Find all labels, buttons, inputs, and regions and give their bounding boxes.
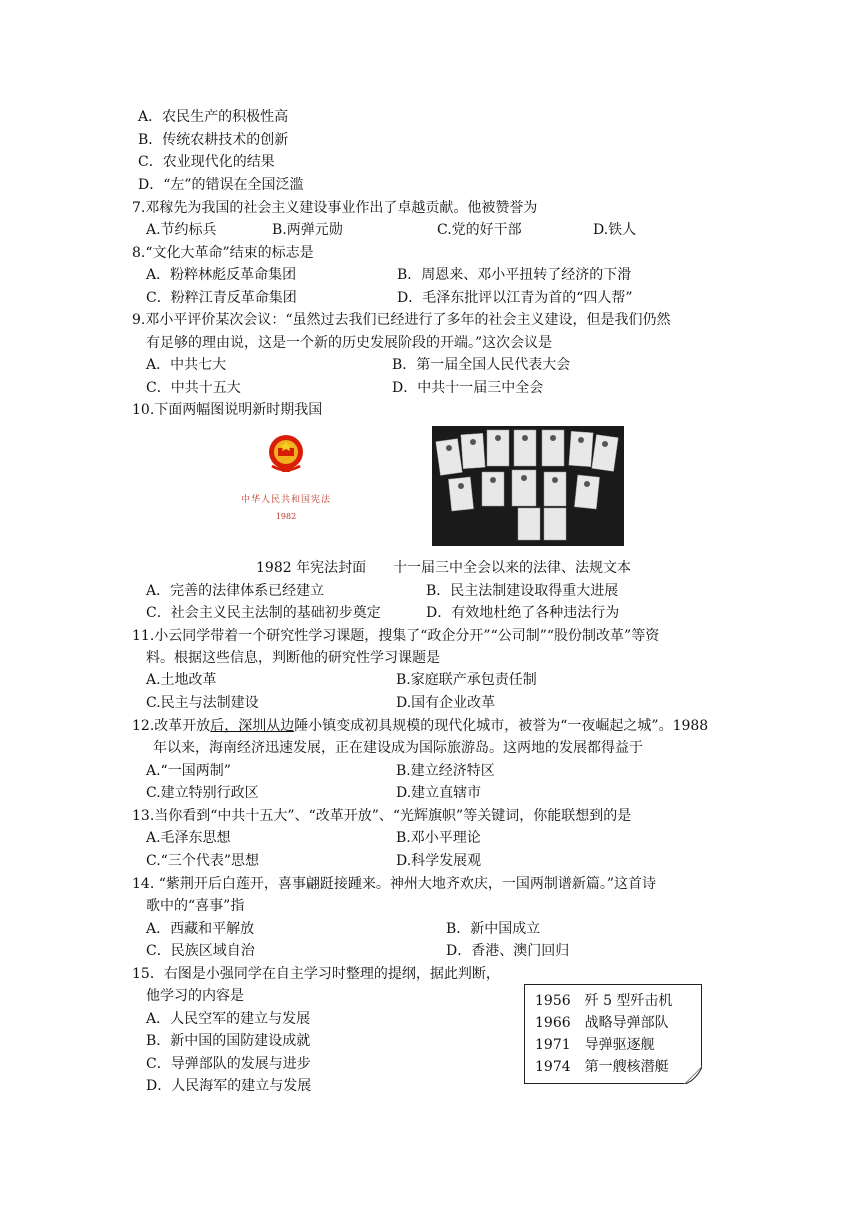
q8-option-b: B．周恩来、邓小平扭转了经济的下滑 [397, 267, 632, 283]
outline-row: 1966 战略导弹部队 [535, 1015, 669, 1031]
q15-stem-line2: 他学习的内容是 [146, 988, 244, 1004]
q6-option-b: B．传统农耕技术的创新 [138, 132, 289, 148]
q15-option-c: C．导弹部队的发展与进步 [146, 1056, 311, 1072]
q15-option-a: A．人民空军的建立与发展 [146, 1011, 311, 1027]
q10-option-b: B．民主法制建设取得重大进展 [426, 583, 619, 599]
q10-option-a: A．完善的法律体系已经建立 [146, 583, 325, 599]
q13-option-a: A.毛泽东思想 [146, 830, 231, 846]
q11-option-a: A.土地改革 [146, 672, 217, 688]
q14-stem-line2: 歌中的“喜事”指 [146, 898, 245, 914]
page-curl-icon [684, 1066, 702, 1084]
q8-option-c: C．粉粹江青反革命集团 [146, 290, 297, 306]
q7-option-c: C.党的好干部 [437, 222, 522, 238]
q11-stem-line2: 料。根据这些信息，判断他的研究性学习课题是 [146, 650, 440, 666]
q10-stem: 10.下面两幅图说明新时期我国 [132, 402, 323, 418]
q10-option-c: C．社会主义民主法制的基础初步奠定 [146, 605, 381, 621]
q9-option-a: A．中共七大 [146, 357, 227, 373]
q9-stem-line1: 9.邓小平评价某次会议：“虽然过去我们已经进行了多年的社会主义建设，但是我们仍然 [132, 312, 671, 328]
q8-stem: 8.“文化大革命”结束的标志是 [132, 245, 314, 261]
q12-stem-pre: 12.改革开放 [132, 718, 211, 734]
q12-option-c: C.建立特别行政区 [146, 785, 259, 801]
q14-option-d: D．香港、澳门回归 [446, 943, 570, 959]
q11-option-b: B.家庭联产承包责任制 [396, 672, 537, 688]
q6-option-d: D．“左”的错误在全国泛滥 [138, 177, 304, 193]
q8-option-a: A．粉粹林彪反革命集团 [146, 267, 297, 283]
outline-row: 1956 歼 5 型歼击机 [535, 993, 673, 1009]
q7-option-d: D.铁人 [593, 222, 637, 238]
study-outline-box [524, 984, 702, 1084]
cover-year: 1982 [275, 512, 297, 521]
q14-option-a: A．西藏和平解放 [146, 921, 255, 937]
q9-option-d: D．中共十一届三中全会 [392, 380, 544, 396]
q12-stem-line2: 年以来，海南经济迅速发展，正在建设成为国际旅游岛。这两地的发展都得益于 [153, 740, 643, 756]
q12-stem-line1 [132, 716, 708, 736]
q14-option-c: C．民族区域自治 [146, 943, 255, 959]
q6-option-a: A．农民生产的积极性高 [138, 109, 289, 125]
q14-stem-line1: 14. “紫荆开后白莲开，喜事翩跹接踵来。神州大地齐欢庆，一国两制谱新篇。”这首诗 [132, 876, 657, 892]
q7-option-b: B.两弹元勋 [272, 222, 343, 238]
q11-option-c: C.民主与法制建设 [146, 695, 259, 711]
q9-option-c: C．中共十五大 [146, 380, 241, 396]
q14-option-b: B．新中国成立 [446, 921, 541, 937]
q12-stem-underlined: 后，深圳从边 [210, 718, 295, 734]
q15-option-d: D．人民海军的建立与发展 [146, 1078, 312, 1094]
q13-option-d: D.科学发展观 [396, 853, 482, 869]
q10-caption-right: 十一届三中全会以来的法律、法规文本 [393, 560, 631, 576]
q11-stem-line1: 11.小云同学带着一个研究性学习课题，搜集了“政企分开”“公司制”“股份制改革”等资 [132, 628, 660, 644]
q12-stem-post: 陲小镇变成初具规模的现代化城市，被誉为“一夜崛起之城”。1988 [294, 718, 709, 734]
q7-option-a: A.节约标兵 [146, 222, 217, 238]
q15-option-b: B．新中国的国防建设成就 [146, 1033, 311, 1049]
q12-option-d: D.建立直辖市 [396, 785, 482, 801]
cover-title: 中华人民共和国宪法 [240, 495, 331, 505]
q15-stem-line1: 15．右图是小强同学在自主学习时整理的提纲，据此判断， [132, 966, 500, 982]
constitution-cover-image [236, 428, 336, 536]
q6-option-c: C．农业现代化的结果 [138, 154, 275, 170]
q13-option-b: B.邓小平理论 [396, 830, 481, 846]
q8-option-d: D．毛泽东批评以江青为首的“四人帮” [397, 290, 633, 306]
q12-option-b: B.建立经济特区 [396, 763, 495, 779]
q9-stem-line2: 有足够的理由说，这是一个新的历史发展阶段的开端。”这次会议是 [146, 335, 553, 351]
outline-row: 1974 第一艘核潜艇 [535, 1059, 669, 1075]
q9-option-b: B．第一届全国人民代表大会 [392, 357, 571, 373]
q13-option-c: C.“三个代表”思想 [146, 853, 259, 869]
outline-row: 1971 导弹驱逐舰 [535, 1037, 655, 1053]
law-texts-photo [432, 426, 624, 546]
q7-stem: 7.邓稼先为我国的社会主义建设事业作出了卓越贡献。他被赞誉为 [132, 200, 538, 216]
q11-option-d: D.国有企业改革 [396, 695, 496, 711]
national-emblem-icon [236, 428, 336, 488]
q12-option-a: A.“一国两制” [146, 763, 231, 779]
q10-option-d: D．有效地杜绝了各种违法行为 [426, 605, 620, 621]
q13-stem: 13.当你看到“中共十五大”、“改革开放”、“光辉旗帜”等关键词，你能联想到的是 [132, 808, 632, 824]
q10-caption-left: 1982 年宪法封面 [256, 560, 367, 576]
